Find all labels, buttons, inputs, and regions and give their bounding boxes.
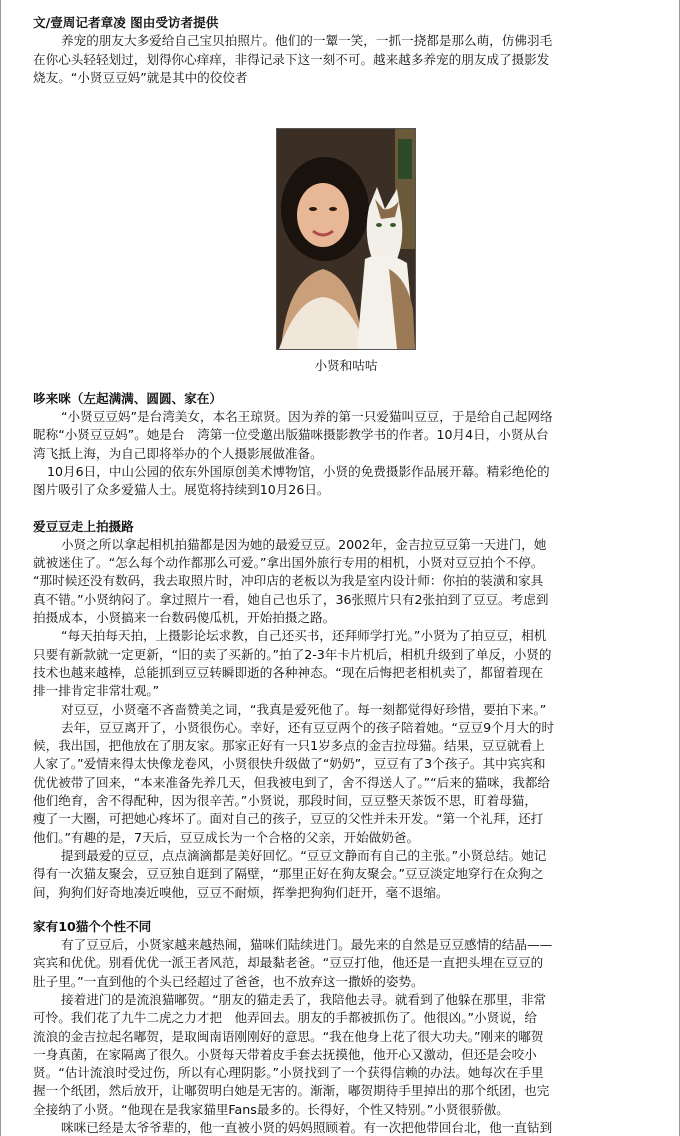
body-line: 间，狗狗们好奇地凑近嗅他，豆豆不耐烦，挥拳把狗狗们赶开，毫不退缩。: [33, 884, 449, 900]
section-heading: 家有10猫个个性不同: [33, 918, 152, 934]
body-line: 他们。”有趣的是，7天后，豆豆成长为一个合格的父亲，开始做奶爸。: [33, 829, 420, 845]
intro-line: 养宠的朋友大多爱给自己宝贝拍照片。他们的一颦一笑，一抓一挠都是那么萌，仿佛羽毛: [61, 33, 553, 49]
body-line: 候，我出国，把他放在了朋友家。那家正好有一只1岁多点的金吉拉母猫。结果，豆豆就看上: [33, 738, 545, 754]
section-heading: 哆来咪（左起满满、圆圆、家在）: [33, 390, 222, 406]
body-line: 人家了。”爱情来得太快像龙卷风，小贤很快升级做了“奶奶”，豆豆有了3个孩子。其中宾宾和: [33, 756, 546, 772]
body-line: 真不错。”小贤纳闷了。拿过照片一看，她自己也乐了，36张照片只有2张拍到了豆豆。考虑到: [33, 591, 549, 607]
body-line: 得有一次猫友聚会，豆豆独自逛到了隔壁，“那里正好在狗友聚会。”豆豆淡定地穿行在众狗之: [33, 866, 544, 882]
body-line: 有了豆豆后，小贤家越来越热闹，猫咪们陆续进门。最先来的自然是豆豆感情的结晶——: [61, 937, 553, 953]
photo-figure: [33, 128, 659, 376]
body-line: 宾宾和优优。别看优优一派王者风范，却最黏老爸。“豆豆打他，他还是一直把头埋在豆豆的: [33, 955, 544, 971]
body-line: 接着进门的是流浪猫嘟贺。“朋友的猫走丢了，我陪他去寻。就看到了他躲在那里，非常: [61, 991, 547, 1007]
photo-caption: 小贤和咕咕: [314, 358, 378, 374]
woman-and-cat-image: [277, 129, 415, 349]
intro-line: 在你心头轻轻划过，划得你心痒痒，非得记录下这一刻不可。越来越多养宠的朋友成了摄影发: [33, 51, 550, 67]
body-line: 拍摄成本，小贤搞来一台数码傻瓜机，开始拍摄之路。: [33, 610, 336, 626]
body-line: 一身真菌，在家隔离了很久。小贤每天带着皮手套去抚摸他，他开心又激动，但还是会咬小: [33, 1046, 537, 1062]
body-line: 握一个纸团，然后放开，让嘟贺明白她是无害的。渐渐，嘟贺期待手里掉出的那个纸团，也完: [33, 1083, 550, 1099]
body-line: “那时候还没有数码，我去取照片时，冲印店的老板以为我是室内设计师：你拍的装潢和家具: [33, 573, 544, 589]
body-line: “每天拍每天拍，上摄影论坛求教，自己还买书，还拜师学打光。”小贤为了拍豆豆，相机: [61, 628, 547, 644]
byline: 文/壹周记者章凌 图由受访者提供: [33, 15, 219, 30]
body-line: 贤。“估计流浪时受过伤，所以有心理阴影。”小贤找到了一个获得信赖的办法。她每次在手里: [33, 1065, 544, 1081]
body-line: 对豆豆，小贤毫不吝啬赞美之词，“我真是爱死他了。每一刻都觉得好珍惜，要拍下来。”: [61, 701, 547, 717]
portrait-photo: [276, 128, 416, 350]
intro-line: 烧友。“小贤豆豆妈”就是其中的佼佼者: [33, 69, 248, 85]
body-line: 图片吸引了众多爱猫人士。展览将持续到10月26日。: [33, 482, 330, 498]
body-line: 肚子里。”一直到他的个头已经超过了爸爸，也不放弃这一撒娇的姿势。: [33, 973, 424, 989]
body-line: 咪咪已经是太爷爷辈的，他一直被小贤的妈妈照顾着。有一次把他带回台北，他一直钻到: [61, 1120, 553, 1136]
body-line: 可怜。我们花了九牛二虎之力才把 他弄回去。朋友的手都被抓伤了。他很凶。”小贤说，给: [33, 1010, 537, 1026]
section-heading: 爱豆豆走上拍摄路: [33, 518, 134, 534]
body-line: 提到最爱的豆豆，点点滴滴都是美好回忆。“豆豆文静而有自己的主张。”小贤总结。她记: [61, 847, 547, 863]
body-line: 湾飞抵上海，为自己即将举办的个人摄影展做准备。: [33, 445, 323, 461]
body-line: 瘦了一大圈，可把她心疼坏了。面对自己的孩子，豆豆的父性并未开发。“第一个礼拜，还打: [33, 811, 544, 827]
body-line: 优优被带了回来，“本来准备先养几天，但我被电到了，舍不得送人了。”“后来的猫咪，我都给: [33, 774, 551, 790]
body-line: 流浪的金吉拉起名嘟贺，是取闽南语刚刚好的意思。“我在他身上花了很大功夫。”刚来的嘟贺: [33, 1028, 544, 1044]
body-line: 就被迷住了。“怎么每个动作都那么可爱。”拿出国外旅行专用的相机，小贤对豆豆拍个不停。: [33, 555, 544, 571]
body-line: 全接纳了小贤。“他现在是我家猫里Fans最多的。长得好，个性又特别。”小贤很骄傲。: [33, 1101, 509, 1117]
body-line: 去年，豆豆离开了，小贤很伤心。幸好，还有豆豆两个的孩子陪着她。“豆豆9个月大的时: [61, 719, 555, 735]
body-line: 排一排肯定非常壮观。”: [33, 683, 160, 699]
body-line: 小贤之所以拿起相机拍猫都是因为她的最爱豆豆。2002年，金吉拉豆豆第一天进门，她: [61, 536, 547, 552]
body-line: 昵称“小贤豆豆妈”。她是台 湾第一位受邀出版猫咪摄影教学书的作者。10月4日，小贤从台: [33, 427, 549, 443]
body-line: 技术也越来越棒，总能抓到豆豆转瞬即逝的各种神态。“现在后悔把老相机卖了，都留着现在: [33, 664, 544, 680]
body-line: 他们绝育，舍不得配种，因为很辛苦。”小贤说，那段时间，豆豆整天茶饭不思，盯着母猫，: [33, 793, 537, 809]
body-line: 10月6日，中山公园的依东外国原创美术博物馆，小贤的免费摄影作品展开幕。精彩绝伦的: [47, 463, 550, 479]
body-line: 只要有新款就一定更新，“旧的卖了买新的。”拍了2-3年卡片机后，相机升级到了单反，小贤的: [33, 646, 552, 662]
body-line: “小贤豆豆妈”是台湾美女，本名王琼贤。因为养的第一只爱猫叫豆豆，于是给自己起网络: [61, 409, 553, 425]
